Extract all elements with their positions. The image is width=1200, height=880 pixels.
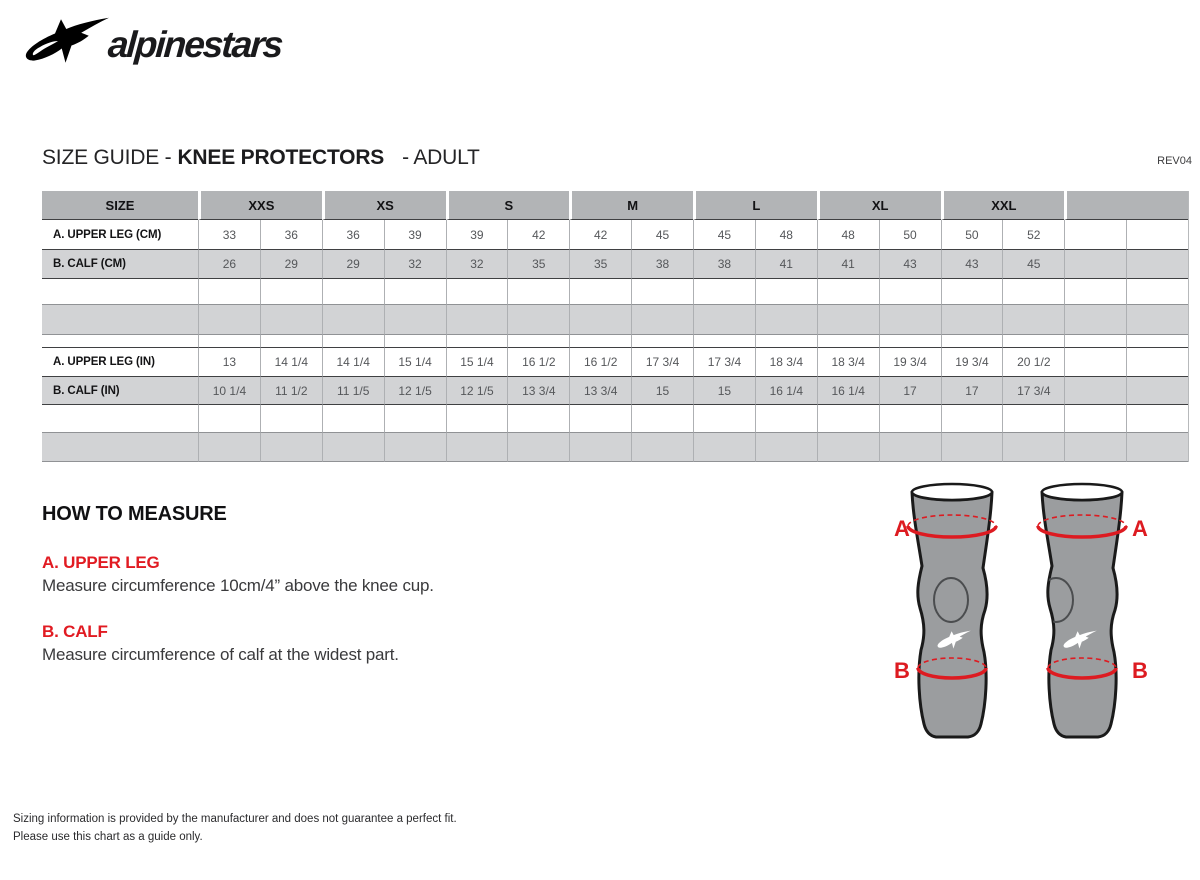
row-label: B. CALF (CM) [42, 250, 198, 279]
size-value-cell: 17 3/4 [1002, 377, 1064, 405]
empty-cell [1126, 305, 1188, 335]
empty-cell [569, 433, 631, 462]
empty-cell [1064, 250, 1126, 279]
size-value-cell: 39 [384, 220, 446, 250]
alpinestars-star-icon [22, 16, 112, 66]
size-value-cell: 43 [941, 250, 1003, 279]
measure-point-b-label-right: B [1132, 658, 1148, 683]
size-value-cell: 36 [322, 220, 384, 250]
empty-cell [1126, 433, 1188, 462]
empty-cell [260, 279, 322, 305]
size-value-cell: 45 [693, 220, 755, 250]
measure-b-description: Measure circumference of calf at the widest part. [42, 645, 399, 664]
empty-cell [446, 433, 508, 462]
empty-cell [446, 335, 508, 348]
size-value-cell: 42 [569, 220, 631, 250]
empty-cell [817, 433, 879, 462]
empty-cell [1126, 348, 1188, 377]
empty-cell [507, 405, 569, 433]
empty-cell [817, 305, 879, 335]
empty-cell [198, 305, 260, 335]
empty-cell [941, 405, 1003, 433]
size-group-header: M [569, 191, 693, 220]
empty-cell [817, 405, 879, 433]
measure-point-b-label-left: B [894, 658, 910, 683]
empty-cell [569, 405, 631, 433]
measure-b-title: B. CALF [42, 622, 108, 641]
empty-cell [1126, 250, 1188, 279]
size-value-cell: 17 [941, 377, 1003, 405]
empty-cell [569, 279, 631, 305]
size-value-cell: 48 [755, 220, 817, 250]
empty-cell [384, 279, 446, 305]
empty-cell [322, 433, 384, 462]
size-value-cell: 15 1/4 [384, 348, 446, 377]
size-group-header: XS [322, 191, 446, 220]
empty-cell [693, 279, 755, 305]
empty-cell [941, 335, 1003, 348]
measure-a-description: Measure circumference 10cm/4” above the knee cup. [42, 576, 434, 595]
size-value-cell: 36 [260, 220, 322, 250]
brand-name: alpinestars [106, 24, 283, 65]
size-value-cell: 38 [693, 250, 755, 279]
disclaimer-line-2: Please use this chart as a guide only. [13, 831, 203, 843]
empty-cell [755, 305, 817, 335]
empty-cell [879, 405, 941, 433]
size-value-cell: 12 1/5 [384, 377, 446, 405]
size-value-cell: 17 [879, 377, 941, 405]
empty-cell [631, 305, 693, 335]
empty-cell [507, 279, 569, 305]
size-group-header: S [446, 191, 570, 220]
empty-cell [198, 405, 260, 433]
empty-cell [260, 433, 322, 462]
empty-cell [198, 279, 260, 305]
empty-cell [446, 279, 508, 305]
empty-cell [260, 335, 322, 348]
size-value-cell: 15 [693, 377, 755, 405]
size-value-cell: 13 3/4 [507, 377, 569, 405]
empty-cell [693, 433, 755, 462]
empty-cell [879, 433, 941, 462]
empty-cell [755, 433, 817, 462]
empty-cell [1002, 433, 1064, 462]
empty-cell [631, 279, 693, 305]
row-label [42, 433, 198, 462]
size-value-cell: 15 [631, 377, 693, 405]
empty-cell [569, 335, 631, 348]
empty-cell [1064, 433, 1126, 462]
size-value-cell: 29 [322, 250, 384, 279]
empty-cell [631, 405, 693, 433]
knee-diagrams [890, 482, 1200, 754]
size-value-cell: 43 [879, 250, 941, 279]
size-value-cell: 42 [507, 220, 569, 250]
alpinestars-logo [22, 16, 281, 66]
empty-cell [941, 279, 1003, 305]
size-value-cell: 45 [631, 220, 693, 250]
size-value-cell: 13 [198, 348, 260, 377]
empty-cell [1064, 348, 1126, 377]
size-value-cell: 48 [817, 220, 879, 250]
size-value-cell: 41 [755, 250, 817, 279]
empty-cell [322, 279, 384, 305]
size-value-cell: 16 1/2 [507, 348, 569, 377]
empty-cell [569, 305, 631, 335]
size-value-cell: 45 [1002, 250, 1064, 279]
row-label [42, 335, 198, 348]
size-value-cell: 26 [198, 250, 260, 279]
empty-cell [1064, 279, 1126, 305]
empty-cell [693, 335, 755, 348]
title-product: KNEE PROTECTORS [177, 146, 385, 169]
empty-cell [198, 335, 260, 348]
empty-cell [817, 279, 879, 305]
size-group-header: XL [817, 191, 941, 220]
empty-cell [1002, 335, 1064, 348]
empty-cell [693, 305, 755, 335]
size-value-cell: 16 1/2 [569, 348, 631, 377]
empty-cell [1002, 305, 1064, 335]
empty-cell [1126, 377, 1188, 405]
empty-cell [384, 433, 446, 462]
empty-cell [384, 405, 446, 433]
empty-cell [631, 335, 693, 348]
size-value-cell: 15 1/4 [446, 348, 508, 377]
size-value-cell: 10 1/4 [198, 377, 260, 405]
size-value-cell: 11 1/2 [260, 377, 322, 405]
size-value-cell: 32 [384, 250, 446, 279]
size-value-cell: 39 [446, 220, 508, 250]
size-value-cell: 16 1/4 [817, 377, 879, 405]
empty-cell [879, 279, 941, 305]
size-value-cell: 20 1/2 [1002, 348, 1064, 377]
empty-cell [817, 335, 879, 348]
row-label [42, 305, 198, 335]
how-to-measure-heading: HOW TO MEASURE [42, 503, 227, 525]
empty-cell [1126, 335, 1188, 348]
empty-cell [1126, 220, 1188, 250]
measure-point-a-label-left: A [894, 516, 910, 541]
size-value-cell: 17 3/4 [631, 348, 693, 377]
size-value-cell: 41 [817, 250, 879, 279]
empty-cell [1126, 405, 1188, 433]
size-value-cell: 19 3/4 [941, 348, 1003, 377]
empty-cell [879, 335, 941, 348]
empty-cell [446, 405, 508, 433]
empty-cell [1064, 220, 1126, 250]
empty-cell [322, 335, 384, 348]
disclaimer [13, 810, 457, 846]
size-table [42, 191, 1189, 462]
empty-cell [693, 405, 755, 433]
row-label: A. UPPER LEG (CM) [42, 220, 198, 250]
size-value-cell: 14 1/4 [322, 348, 384, 377]
size-group-header: L [693, 191, 817, 220]
size-value-cell: 52 [1002, 220, 1064, 250]
empty-cell [879, 305, 941, 335]
size-value-cell: 35 [569, 250, 631, 279]
size-value-cell: 12 1/5 [446, 377, 508, 405]
empty-cell [446, 305, 508, 335]
size-value-cell: 19 3/4 [879, 348, 941, 377]
empty-cell [198, 433, 260, 462]
empty-cell [260, 405, 322, 433]
empty-cell [631, 433, 693, 462]
size-group-header: XXS [198, 191, 322, 220]
empty-cell [507, 433, 569, 462]
measure-point-a-label-right: A [1132, 516, 1148, 541]
empty-cell [1064, 405, 1126, 433]
size-value-cell: 33 [198, 220, 260, 250]
page-title [42, 146, 480, 170]
size-value-cell: 50 [941, 220, 1003, 250]
disclaimer-line-1: Sizing information is provided by the manufacturer and does not guarantee a perfect fit. [13, 813, 457, 825]
empty-cell [755, 335, 817, 348]
size-value-cell: 18 3/4 [817, 348, 879, 377]
size-value-cell: 38 [631, 250, 693, 279]
row-label [42, 405, 198, 433]
size-group-header: XXL [941, 191, 1065, 220]
empty-cell [1126, 279, 1188, 305]
empty-cell [1064, 335, 1126, 348]
empty-cell [1064, 305, 1126, 335]
revision-label: REV04 [1157, 155, 1192, 167]
size-value-cell: 13 3/4 [569, 377, 631, 405]
empty-cell [260, 305, 322, 335]
size-value-cell: 14 1/4 [260, 348, 322, 377]
empty-cell [384, 305, 446, 335]
empty-cell [1002, 279, 1064, 305]
empty-cell [941, 305, 1003, 335]
knee-protector-side-illustration [1026, 482, 1138, 745]
empty-header-cell [1064, 191, 1188, 220]
knee-protector-front-illustration [896, 482, 1008, 745]
size-column-header: SIZE [42, 191, 198, 220]
empty-cell [507, 335, 569, 348]
empty-cell [322, 405, 384, 433]
empty-cell [322, 305, 384, 335]
row-label: B. CALF (IN) [42, 377, 198, 405]
size-value-cell: 11 1/5 [322, 377, 384, 405]
measure-a-title: A. UPPER LEG [42, 553, 160, 572]
size-value-cell: 29 [260, 250, 322, 279]
empty-cell [507, 305, 569, 335]
size-value-cell: 16 1/4 [755, 377, 817, 405]
size-value-cell: 17 3/4 [693, 348, 755, 377]
empty-cell [755, 405, 817, 433]
empty-cell [755, 279, 817, 305]
empty-cell [941, 433, 1003, 462]
size-value-cell: 18 3/4 [755, 348, 817, 377]
size-value-cell: 35 [507, 250, 569, 279]
empty-cell [384, 335, 446, 348]
empty-cell [1064, 377, 1126, 405]
title-prefix: SIZE GUIDE - [42, 146, 172, 169]
size-value-cell: 50 [879, 220, 941, 250]
row-label [42, 279, 198, 305]
size-value-cell: 32 [446, 250, 508, 279]
row-label: A. UPPER LEG (IN) [42, 348, 198, 377]
title-suffix: - ADULT [402, 146, 480, 169]
empty-cell [1002, 405, 1064, 433]
how-to-measure-section [42, 503, 662, 691]
